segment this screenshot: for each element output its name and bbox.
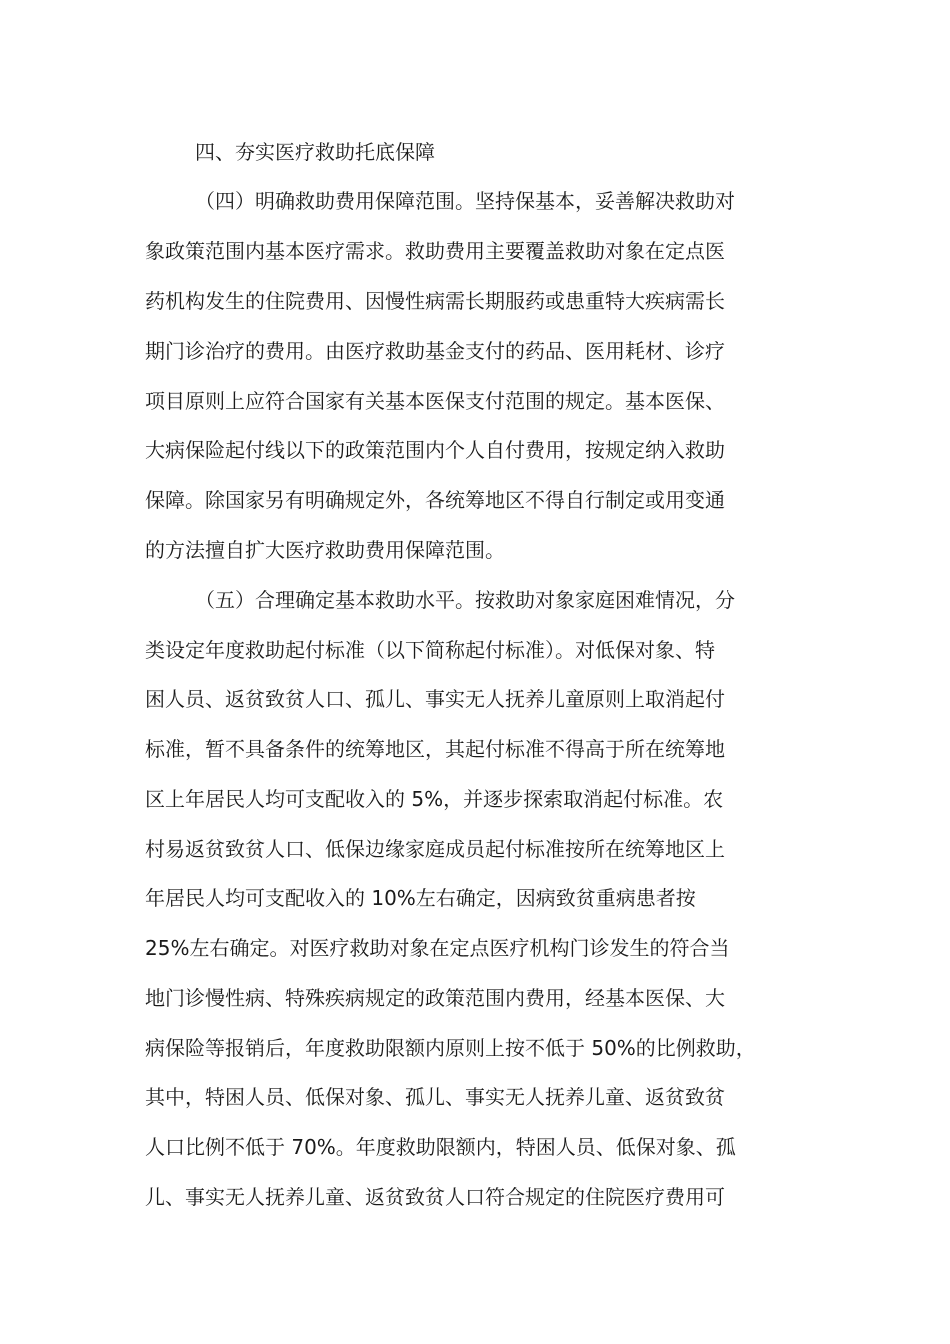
paragraph-line: 保障。除国家另有明确规定外，各统筹地区不得自行制定或用变通: [145, 488, 725, 512]
paragraph-line: 其中，特困人员、低保对象、孤儿、事实无人抚养儿童、返贫致贫: [145, 1085, 725, 1109]
paragraph-line: 项目原则上应符合国家有关基本医保支付范围的规定。基本医保、: [145, 389, 725, 413]
paragraph-line: 的方法擅自扩大医疗救助费用保障范围。: [145, 538, 505, 562]
paragraph-line: （四）明确救助费用保障范围。坚持保基本，妥善解决救助对: [195, 189, 735, 213]
section-heading: 四、夯实医疗救助托底保障: [195, 140, 435, 164]
paragraph-line: 村易返贫致贫人口、低保边缘家庭成员起付标准按所在统筹地区上: [145, 837, 725, 861]
paragraph-line: 年居民人均可支配收入的 10%左右确定，因病致贫重病患者按: [145, 886, 696, 910]
paragraph-line: 期门诊治疗的费用。由医疗救助基金支付的药品、医用耗材、诊疗: [145, 339, 725, 363]
paragraph-line: 地门诊慢性病、特殊疾病规定的政策范围内费用，经基本医保、大: [145, 986, 725, 1010]
paragraph-line: （五）合理确定基本救助水平。按救助对象家庭困难情况，分: [195, 588, 735, 612]
paragraph-line: 人口比例不低于 70%。年度救助限额内，特困人员、低保对象、孤: [145, 1135, 736, 1159]
paragraph-line: 病保险等报销后，年度救助限额内原则上按不低于 50%的比例救助，: [145, 1036, 756, 1060]
paragraph-line: 药机构发生的住院费用、因慢性病需长期服药或患重特大疾病需长: [145, 289, 725, 313]
paragraph-line: 区上年居民人均可支配收入的 5%，并逐步探索取消起付标准。农: [145, 787, 724, 811]
paragraph-line: 大病保险起付线以下的政策范围内个人自付费用，按规定纳入救助: [145, 438, 725, 462]
paragraph-line: 儿、事实无人抚养儿童、返贫致贫人口符合规定的住院医疗费用可: [145, 1185, 725, 1209]
paragraph-line: 25%左右确定。对医疗救助对象在定点医疗机构门诊发生的符合当: [145, 936, 730, 960]
paragraph-line: 困人员、返贫致贫人口、孤儿、事实无人抚养儿童原则上取消起付: [145, 687, 725, 711]
paragraph-line: 象政策范围内基本医疗需求。救助费用主要覆盖救助对象在定点医: [145, 239, 725, 263]
paragraph-line: 标准，暂不具备条件的统筹地区，其起付标准不得高于所在统筹地: [145, 737, 725, 761]
paragraph-line: 类设定年度救助起付标准（以下简称起付标准）。对低保对象、特: [145, 638, 715, 662]
